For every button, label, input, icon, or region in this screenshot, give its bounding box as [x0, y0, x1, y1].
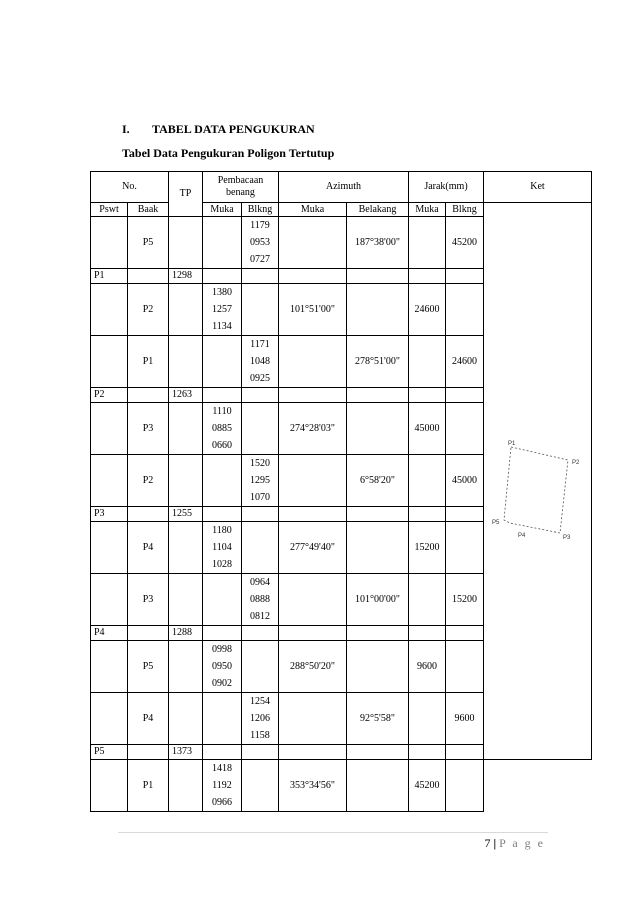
- measurement-row: [91, 760, 592, 812]
- header-no: No.: [91, 172, 169, 203]
- az-muka-cell: [279, 574, 347, 626]
- pb-blkng-readings: [245, 403, 275, 454]
- pb-muka-cell: [203, 574, 242, 626]
- tp-cell: 1255: [169, 507, 203, 522]
- pb-muka-readings: [206, 217, 238, 268]
- empty-cell: [91, 336, 128, 388]
- pb-blkng-cell: [242, 641, 279, 693]
- empty-cell: [169, 522, 203, 574]
- reading-value: 1192: [212, 780, 232, 791]
- pswt-cell: P5: [91, 745, 128, 760]
- reading-value: 1070: [250, 492, 270, 503]
- reading-value: [245, 420, 275, 437]
- empty-cell: [91, 760, 128, 812]
- reading-value: 0812: [250, 611, 270, 622]
- jr-blkng-cell: [446, 760, 484, 812]
- jr-muka-cell: 45000: [409, 403, 446, 455]
- reading-value: [206, 336, 238, 353]
- tp-cell: 1373: [169, 745, 203, 760]
- subheader-pswt: Pswt: [91, 203, 128, 217]
- pb-muka-cell: [203, 693, 242, 745]
- reading-value: [245, 777, 275, 794]
- empty-cell: [409, 388, 446, 403]
- empty-cell: [169, 455, 203, 507]
- empty-cell: [347, 388, 409, 403]
- reading-value: 1380: [212, 287, 232, 298]
- subheader-az-belakang: Belakang: [347, 203, 409, 217]
- jr-muka-cell: 9600: [409, 641, 446, 693]
- sketch-label-p1: P1: [508, 441, 516, 447]
- pb-muka-cell: [203, 284, 242, 336]
- baak-cell: P5: [128, 641, 169, 693]
- az-belakang-cell: 101°00'00": [347, 574, 409, 626]
- jr-blkng-cell: [446, 284, 484, 336]
- empty-cell: [169, 284, 203, 336]
- empty-cell: [128, 626, 169, 641]
- az-belakang-cell: 92°5'58": [347, 693, 409, 745]
- reading-value: [245, 437, 275, 454]
- reading-value: 1179: [250, 220, 270, 231]
- baak-cell: P4: [128, 522, 169, 574]
- reading-value: 1158: [250, 730, 270, 741]
- jr-muka-cell: [409, 217, 446, 269]
- subheader-jr-blkng: Blkng: [446, 203, 484, 217]
- reading-value: [206, 217, 238, 234]
- header-ket: Ket: [484, 172, 592, 203]
- empty-cell: [91, 522, 128, 574]
- jr-blkng-cell: 45200: [446, 217, 484, 269]
- ket-cell: [484, 203, 592, 760]
- reading-value: [206, 727, 238, 744]
- empty-cell: [203, 269, 242, 284]
- empty-cell: [242, 626, 279, 641]
- reading-value: [206, 370, 238, 387]
- reading-value: [206, 591, 238, 608]
- empty-cell: [91, 574, 128, 626]
- reading-value: 0888: [250, 594, 270, 605]
- empty-cell: [279, 388, 347, 403]
- reading-value: 1180: [212, 525, 232, 536]
- empty-cell: [91, 693, 128, 745]
- subheader-baak: Baak: [128, 203, 169, 217]
- empty-cell: [128, 745, 169, 760]
- reading-value: [206, 693, 238, 710]
- pb-blkng-readings: [245, 641, 275, 692]
- reading-value: [245, 522, 275, 539]
- pb-blkng-cell: [242, 522, 279, 574]
- empty-cell: [409, 269, 446, 284]
- page-number-value: 7: [484, 836, 491, 850]
- reading-value: 1110: [212, 406, 232, 417]
- empty-cell: [169, 336, 203, 388]
- empty-cell: [169, 574, 203, 626]
- reading-value: 0966: [212, 797, 232, 808]
- reading-value: 0953: [250, 237, 270, 248]
- empty-cell: [347, 626, 409, 641]
- header-row: [91, 172, 592, 203]
- pb-blkng-readings: [245, 284, 275, 335]
- pb-muka-cell: [203, 217, 242, 269]
- pb-blkng-readings: [245, 455, 275, 506]
- baak-cell: P3: [128, 403, 169, 455]
- empty-cell: [242, 269, 279, 284]
- tp-cell: 1298: [169, 269, 203, 284]
- pb-muka-readings: [206, 403, 238, 454]
- jr-muka-cell: 15200: [409, 522, 446, 574]
- reading-value: 0885: [212, 423, 232, 434]
- empty-cell: [446, 626, 484, 641]
- sketch-label-p3: P3: [563, 535, 571, 541]
- reading-value: 0964: [250, 577, 270, 588]
- section-heading: [122, 122, 315, 137]
- pb-blkng-cell: [242, 336, 279, 388]
- baak-cell: P2: [128, 284, 169, 336]
- empty-cell: [91, 217, 128, 269]
- az-muka-cell: [279, 455, 347, 507]
- reading-value: 1254: [250, 696, 270, 707]
- empty-cell: [169, 760, 203, 812]
- pb-muka-readings: [206, 336, 238, 387]
- header-azimuth: Azimuth: [279, 172, 409, 203]
- reading-value: [245, 658, 275, 675]
- pswt-cell: P3: [91, 507, 128, 522]
- pb-blkng-cell: [242, 693, 279, 745]
- reading-value: 1418: [212, 763, 232, 774]
- az-belakang-cell: [347, 641, 409, 693]
- subheader-pb-blkng: Blkng: [242, 203, 279, 217]
- az-muka-cell: [279, 217, 347, 269]
- reading-value: 0727: [250, 254, 270, 265]
- sketch-label-p5: P5: [492, 520, 500, 526]
- pb-blkng-cell: [242, 217, 279, 269]
- empty-cell: [128, 507, 169, 522]
- pb-muka-readings: [206, 284, 238, 335]
- empty-cell: [279, 626, 347, 641]
- reading-value: 1520: [250, 458, 270, 469]
- reading-value: 1048: [250, 356, 270, 367]
- jr-blkng-cell: 9600: [446, 693, 484, 745]
- pb-blkng-readings: [245, 693, 275, 744]
- baak-cell: P5: [128, 217, 169, 269]
- jr-muka-cell: 24600: [409, 284, 446, 336]
- reading-value: [206, 472, 238, 489]
- empty-cell: [91, 455, 128, 507]
- jr-blkng-cell: [446, 403, 484, 455]
- pb-muka-readings: [206, 574, 238, 625]
- baak-cell: P3: [128, 574, 169, 626]
- empty-cell: [128, 269, 169, 284]
- sketch-label-p4: P4: [518, 533, 526, 539]
- empty-cell: [91, 403, 128, 455]
- pb-blkng-cell: [242, 403, 279, 455]
- pb-blkng-readings: [245, 574, 275, 625]
- reading-value: 0950: [212, 661, 232, 672]
- jr-blkng-cell: [446, 641, 484, 693]
- reading-value: [245, 556, 275, 573]
- jr-blkng-cell: [446, 522, 484, 574]
- reading-value: [245, 403, 275, 420]
- reading-value: 0660: [212, 440, 232, 451]
- az-muka-cell: [279, 336, 347, 388]
- empty-cell: [242, 745, 279, 760]
- az-belakang-cell: [347, 522, 409, 574]
- jr-blkng-cell: 24600: [446, 336, 484, 388]
- az-belakang-cell: 6°58'20": [347, 455, 409, 507]
- pb-muka-cell: [203, 336, 242, 388]
- empty-cell: [409, 507, 446, 522]
- az-muka-cell: 353°34'56": [279, 760, 347, 812]
- empty-cell: [347, 507, 409, 522]
- pb-muka-cell: [203, 522, 242, 574]
- pb-blkng-cell: [242, 284, 279, 336]
- subheader-az-muka: Muka: [279, 203, 347, 217]
- footer-divider: [118, 832, 548, 833]
- baak-cell: P1: [128, 336, 169, 388]
- empty-cell: [347, 745, 409, 760]
- table-caption: Tabel Data Pengukuran Poligon Tertutup: [122, 146, 335, 160]
- pb-muka-readings: [206, 760, 238, 811]
- reading-value: 0998: [212, 644, 232, 655]
- az-muka-cell: 277°49'40": [279, 522, 347, 574]
- pb-muka-cell: [203, 403, 242, 455]
- subheader-jr-muka: Muka: [409, 203, 446, 217]
- empty-cell: [347, 269, 409, 284]
- az-muka-cell: 288°50'20": [279, 641, 347, 693]
- jr-blkng-cell: 15200: [446, 574, 484, 626]
- empty-cell: [169, 641, 203, 693]
- polygon-outline: [504, 447, 568, 533]
- az-belakang-cell: [347, 284, 409, 336]
- survey-data-table: [90, 171, 592, 812]
- reading-value: 1257: [212, 304, 232, 315]
- pb-muka-readings: [206, 641, 238, 692]
- empty-cell: [203, 745, 242, 760]
- header-jarak: Jarak(mm): [409, 172, 484, 203]
- subheader-row: [91, 203, 592, 217]
- reading-value: [206, 251, 238, 268]
- az-belakang-cell: 278°51'00": [347, 336, 409, 388]
- az-belakang-cell: [347, 403, 409, 455]
- pb-blkng-readings: [245, 760, 275, 811]
- jr-muka-cell: [409, 455, 446, 507]
- baak-cell: P1: [128, 760, 169, 812]
- pb-blkng-readings: [245, 217, 275, 268]
- empty-cell: [91, 641, 128, 693]
- az-muka-cell: 274°28'03": [279, 403, 347, 455]
- pb-muka-cell: [203, 455, 242, 507]
- pb-blkng-cell: [242, 455, 279, 507]
- reading-value: 1104: [212, 542, 232, 553]
- reading-value: [206, 234, 238, 251]
- empty-cell: [169, 693, 203, 745]
- reading-value: [245, 318, 275, 335]
- pb-muka-cell: [203, 760, 242, 812]
- empty-cell: [446, 745, 484, 760]
- pb-blkng-cell: [242, 574, 279, 626]
- pswt-cell: P4: [91, 626, 128, 641]
- pswt-cell: P2: [91, 388, 128, 403]
- reading-value: [206, 489, 238, 506]
- jr-blkng-cell: 45000: [446, 455, 484, 507]
- reading-value: [245, 539, 275, 556]
- reading-value: 0902: [212, 678, 232, 689]
- empty-cell: [279, 745, 347, 760]
- jr-muka-cell: [409, 574, 446, 626]
- reading-value: [245, 284, 275, 301]
- az-muka-cell: 101°51'00": [279, 284, 347, 336]
- page-number: 7 | P a g e: [484, 836, 545, 850]
- section-title: TABEL DATA PENGUKURAN: [152, 122, 315, 136]
- reading-value: 1028: [212, 559, 232, 570]
- empty-cell: [203, 626, 242, 641]
- pb-blkng-cell: [242, 760, 279, 812]
- reading-value: [206, 608, 238, 625]
- pb-blkng-readings: [245, 336, 275, 387]
- empty-cell: [446, 388, 484, 403]
- empty-cell: [242, 388, 279, 403]
- pb-muka-readings: [206, 522, 238, 573]
- empty-cell: [446, 269, 484, 284]
- reading-value: 1295: [250, 475, 270, 486]
- reading-value: [206, 574, 238, 591]
- pb-muka-cell: [203, 641, 242, 693]
- reading-value: [206, 710, 238, 727]
- empty-cell: [409, 745, 446, 760]
- jr-muka-cell: [409, 693, 446, 745]
- pb-blkng-readings: [245, 522, 275, 573]
- reading-value: [245, 301, 275, 318]
- reading-value: [206, 353, 238, 370]
- reading-value: 1171: [250, 339, 270, 350]
- empty-cell: [446, 507, 484, 522]
- empty-cell: [169, 217, 203, 269]
- reading-value: [206, 455, 238, 472]
- reading-value: 1134: [212, 321, 232, 332]
- polygon-sketch: [490, 434, 590, 544]
- az-belakang-cell: 187°38'00": [347, 217, 409, 269]
- jr-muka-cell: 45200: [409, 760, 446, 812]
- pb-muka-readings: [206, 693, 238, 744]
- tp-cell: 1288: [169, 626, 203, 641]
- section-number: I.: [122, 122, 130, 136]
- jr-muka-cell: [409, 336, 446, 388]
- empty-cell: [409, 626, 446, 641]
- page-label: P a g e: [499, 836, 545, 850]
- empty-cell: [203, 507, 242, 522]
- reading-value: 0925: [250, 373, 270, 384]
- reading-value: [245, 641, 275, 658]
- empty-cell: [279, 507, 347, 522]
- reading-value: [245, 675, 275, 692]
- az-muka-cell: [279, 693, 347, 745]
- empty-cell: [128, 388, 169, 403]
- header-pembacaan: Pembacaan benang: [203, 172, 279, 203]
- pswt-cell: P1: [91, 269, 128, 284]
- reading-value: 1206: [250, 713, 270, 724]
- baak-cell: P4: [128, 693, 169, 745]
- sketch-label-p2: P2: [572, 460, 580, 466]
- tp-cell: 1263: [169, 388, 203, 403]
- header-tp: TP: [169, 172, 203, 217]
- az-belakang-cell: [347, 760, 409, 812]
- pb-muka-readings: [206, 455, 238, 506]
- reading-value: [245, 794, 275, 811]
- empty-cell: [242, 507, 279, 522]
- empty-cell: [279, 269, 347, 284]
- subheader-pb-muka: Muka: [203, 203, 242, 217]
- baak-cell: P2: [128, 455, 169, 507]
- empty-cell: [91, 284, 128, 336]
- empty-cell: [169, 403, 203, 455]
- empty-cell: [203, 388, 242, 403]
- reading-value: [245, 760, 275, 777]
